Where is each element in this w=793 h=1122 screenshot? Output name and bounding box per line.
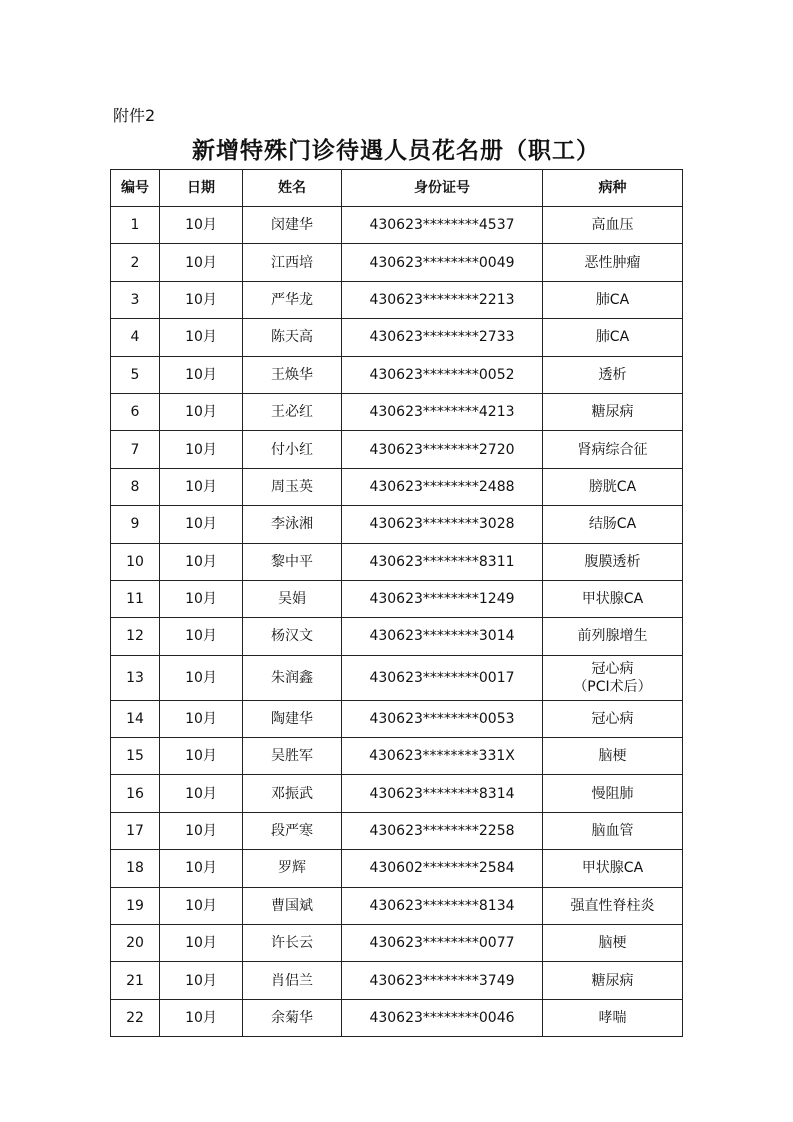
table-row <box>111 775 683 812</box>
disease-label: 冠心病 <box>591 660 634 677</box>
header-name: 姓名 <box>243 170 342 207</box>
cell-name: 朱润鑫 <box>243 655 342 700</box>
cell-date: 10月 <box>160 580 243 617</box>
table-row <box>111 543 683 580</box>
cell-id-number: 430623********4537 <box>342 207 543 244</box>
cell-disease: 糖尿病 <box>543 962 683 999</box>
cell-id-number: 430623********0077 <box>342 925 543 962</box>
cell-name: 肖侣兰 <box>243 962 342 999</box>
table-body <box>111 207 683 1037</box>
cell-id-number: 430623********1249 <box>342 580 543 617</box>
cell-date: 10月 <box>160 962 243 999</box>
cell-number: 13 <box>111 655 160 700</box>
cell-date: 10月 <box>160 281 243 318</box>
cell-disease: 甲状腺CA <box>543 580 683 617</box>
cell-name: 付小红 <box>243 431 342 468</box>
cell-number: 19 <box>111 887 160 924</box>
table-row <box>111 393 683 430</box>
cell-number: 3 <box>111 281 160 318</box>
cell-name: 周玉英 <box>243 468 342 505</box>
table-row <box>111 468 683 505</box>
cell-id-number: 430623********8314 <box>342 775 543 812</box>
cell-id-number: 430623********0053 <box>342 700 543 737</box>
cell-number: 22 <box>111 999 160 1036</box>
cell-disease: 糖尿病 <box>543 393 683 430</box>
table-row <box>111 925 683 962</box>
cell-name: 罗辉 <box>243 850 342 887</box>
cell-name: 邓振武 <box>243 775 342 812</box>
table-row <box>111 738 683 775</box>
cell-id-number: 430623********2213 <box>342 281 543 318</box>
cell-date: 10月 <box>160 700 243 737</box>
cell-id-number: 430623********3014 <box>342 618 543 655</box>
cell-name: 杨汉文 <box>243 618 342 655</box>
cell-name: 曹国斌 <box>243 887 342 924</box>
table-row <box>111 580 683 617</box>
roster-table <box>110 169 683 1037</box>
cell-number: 12 <box>111 618 160 655</box>
cell-number: 5 <box>111 356 160 393</box>
cell-date: 10月 <box>160 506 243 543</box>
cell-name: 严华龙 <box>243 281 342 318</box>
header-id-number: 身份证号 <box>342 170 543 207</box>
cell-disease: 脑血管 <box>543 812 683 849</box>
cell-disease: 腹膜透析 <box>543 543 683 580</box>
cell-date: 10月 <box>160 850 243 887</box>
cell-id-number: 430623********2488 <box>342 468 543 505</box>
cell-disease: 结肠CA <box>543 506 683 543</box>
cell-number: 21 <box>111 962 160 999</box>
cell-id-number: 430623********3749 <box>342 962 543 999</box>
cell-id-number: 430623********2720 <box>342 431 543 468</box>
table-row <box>111 655 683 700</box>
cell-number: 16 <box>111 775 160 812</box>
cell-date: 10月 <box>160 775 243 812</box>
cell-id-number: 430623********2258 <box>342 812 543 849</box>
cell-date: 10月 <box>160 207 243 244</box>
cell-id-number: 430623********0017 <box>342 655 543 700</box>
cell-name: 王焕华 <box>243 356 342 393</box>
cell-number: 11 <box>111 580 160 617</box>
cell-id-number: 430623********8311 <box>342 543 543 580</box>
cell-disease: 透析 <box>543 356 683 393</box>
table-row <box>111 887 683 924</box>
cell-id-number: 430623********8134 <box>342 887 543 924</box>
attachment-label: 附件2 <box>113 106 156 125</box>
cell-disease: 膀胱CA <box>543 468 683 505</box>
cell-id-number: 430623********331X <box>342 738 543 775</box>
cell-number: 6 <box>111 393 160 430</box>
cell-date: 10月 <box>160 356 243 393</box>
cell-disease: 冠心病 <box>543 700 683 737</box>
cell-id-number: 430623********2733 <box>342 319 543 356</box>
cell-date: 10月 <box>160 738 243 775</box>
header-number: 编号 <box>111 170 160 207</box>
cell-number: 9 <box>111 506 160 543</box>
cell-disease: 高血压 <box>543 207 683 244</box>
cell-disease: 肺CA <box>543 319 683 356</box>
table-row <box>111 850 683 887</box>
cell-number: 18 <box>111 850 160 887</box>
cell-name: 陈天高 <box>243 319 342 356</box>
table-row <box>111 356 683 393</box>
cell-name: 余菊华 <box>243 999 342 1036</box>
cell-disease: 前列腺增生 <box>543 618 683 655</box>
cell-number: 17 <box>111 812 160 849</box>
cell-disease: 哮喘 <box>543 999 683 1036</box>
cell-date: 10月 <box>160 319 243 356</box>
cell-date: 10月 <box>160 887 243 924</box>
cell-id-number: 430623********0052 <box>342 356 543 393</box>
cell-disease: 肺CA <box>543 281 683 318</box>
cell-date: 10月 <box>160 468 243 505</box>
table-row <box>111 999 683 1036</box>
table-row <box>111 618 683 655</box>
table-row <box>111 812 683 849</box>
table-row <box>111 319 683 356</box>
cell-id-number: 430602********2584 <box>342 850 543 887</box>
cell-disease: 恶性肿瘤 <box>543 244 683 281</box>
cell-date: 10月 <box>160 655 243 700</box>
disease-note: （PCI术后） <box>573 678 652 695</box>
cell-date: 10月 <box>160 812 243 849</box>
cell-name: 段严寒 <box>243 812 342 849</box>
cell-date: 10月 <box>160 543 243 580</box>
table-header-row <box>111 170 683 207</box>
cell-number: 15 <box>111 738 160 775</box>
cell-number: 7 <box>111 431 160 468</box>
cell-disease: 脑梗 <box>543 738 683 775</box>
cell-date: 10月 <box>160 925 243 962</box>
header-date: 日期 <box>160 170 243 207</box>
cell-date: 10月 <box>160 393 243 430</box>
cell-number: 2 <box>111 244 160 281</box>
table-row <box>111 281 683 318</box>
cell-number: 10 <box>111 543 160 580</box>
cell-name: 黎中平 <box>243 543 342 580</box>
header-disease: 病种 <box>543 170 683 207</box>
cell-date: 10月 <box>160 431 243 468</box>
cell-name: 吴娟 <box>243 580 342 617</box>
table-row <box>111 244 683 281</box>
cell-number: 8 <box>111 468 160 505</box>
cell-name: 吴胜军 <box>243 738 342 775</box>
cell-name: 闵建华 <box>243 207 342 244</box>
table-row <box>111 207 683 244</box>
cell-name: 江西培 <box>243 244 342 281</box>
cell-name: 王必红 <box>243 393 342 430</box>
cell-date: 10月 <box>160 999 243 1036</box>
cell-disease: 脑梗 <box>543 925 683 962</box>
table-row <box>111 700 683 737</box>
table-row <box>111 962 683 999</box>
cell-number: 1 <box>111 207 160 244</box>
cell-disease: 甲状腺CA <box>543 850 683 887</box>
cell-id-number: 430623********0049 <box>342 244 543 281</box>
cell-disease: 强直性脊柱炎 <box>543 887 683 924</box>
table-row <box>111 506 683 543</box>
cell-name: 许长云 <box>243 925 342 962</box>
page-title: 新增特殊门诊待遇人员花名册（职工） <box>192 137 600 164</box>
cell-disease <box>543 655 683 700</box>
cell-date: 10月 <box>160 244 243 281</box>
cell-name: 陶建华 <box>243 700 342 737</box>
cell-disease: 慢阻肺 <box>543 775 683 812</box>
cell-number: 14 <box>111 700 160 737</box>
cell-id-number: 430623********0046 <box>342 999 543 1036</box>
cell-disease: 肾病综合征 <box>543 431 683 468</box>
table-row <box>111 431 683 468</box>
cell-number: 20 <box>111 925 160 962</box>
cell-date: 10月 <box>160 618 243 655</box>
cell-id-number: 430623********4213 <box>342 393 543 430</box>
cell-number: 4 <box>111 319 160 356</box>
cell-id-number: 430623********3028 <box>342 506 543 543</box>
cell-name: 李泳湘 <box>243 506 342 543</box>
